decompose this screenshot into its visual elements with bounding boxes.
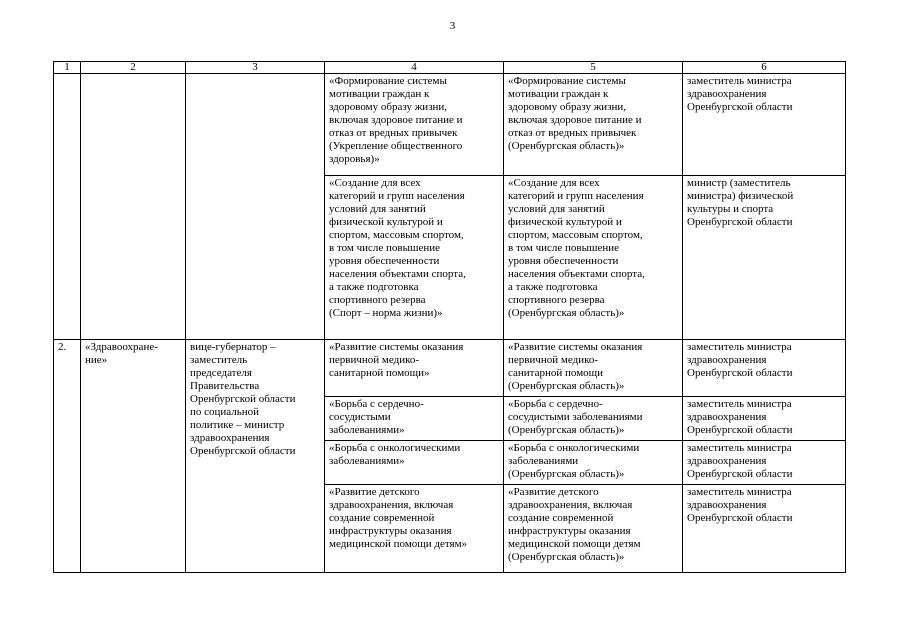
- national-project-cell: [325, 176, 504, 340]
- responsible-cell: [683, 485, 846, 573]
- curator-text: вице-губернатор – заместитель председателя Правительства Оренбургской области по социальной политике – министр здравоохранения Оренбургской области: [190, 341, 296, 457]
- regional-project-cell: [504, 74, 683, 176]
- projects-table: [53, 61, 846, 573]
- national-project-cell: [325, 441, 504, 485]
- national-project-text: «Развитие системы оказания первичной медико- санитарной помощи»: [329, 341, 464, 379]
- regional-project-text: «Создание для всех категорий и групп населения условий для занятий физической культурой и спортом, массовым спортом, в том числе повышение уровня обеспеченности населения объектами спорта, а также подготовка спортивного резерва (Оренбургская область)»: [508, 177, 645, 319]
- national-project-cell: [325, 485, 504, 573]
- page-number: 3: [449, 20, 456, 32]
- column-header-1: 1: [54, 62, 81, 74]
- responsible-text: заместитель министра здравоохранения Оренбургской области: [687, 442, 793, 480]
- national-project-cell: [325, 397, 504, 441]
- project-name: «Здравоохране- ние»: [85, 341, 158, 366]
- responsible-text: заместитель министра здравоохранения Оренбургской области: [687, 486, 793, 524]
- national-project-cell: [325, 340, 504, 397]
- responsible-cell: [683, 176, 846, 340]
- responsible-text: заместитель министра здравоохранения Оренбургской области: [687, 341, 793, 379]
- regional-project-cell: [504, 397, 683, 441]
- regional-project-cell: [504, 441, 683, 485]
- column-header-5: 5: [504, 62, 683, 74]
- section-number: 2.: [58, 341, 67, 353]
- responsible-cell: [683, 340, 846, 397]
- responsible-text: заместитель министра здравоохранения Оренбургской области: [687, 75, 793, 113]
- curator-cell: [186, 340, 325, 573]
- column-header-6: 6: [683, 62, 846, 74]
- column-header-2: 2: [81, 62, 186, 74]
- responsible-text: министр (заместитель министра) физической культуры и спорта Оренбургской области: [687, 177, 794, 228]
- regional-project-cell: [504, 340, 683, 397]
- national-project-text: «Борьба с онкологическими заболеваниями»: [329, 442, 461, 467]
- regional-project-text: «Борьба с онкологическими заболеваниями (Оренбургская область)»: [508, 442, 640, 480]
- table-row: [54, 74, 846, 176]
- responsible-cell: [683, 441, 846, 485]
- number-cell-empty: [54, 74, 81, 340]
- regional-project-text: «Развитие системы оказания первичной медико- санитарной помощи (Оренбургская область)»: [508, 341, 643, 392]
- responsible-cell: [683, 397, 846, 441]
- project-name-cell: [81, 340, 186, 573]
- responsible-cell: [683, 74, 846, 176]
- national-project-text: «Борьба с сердечно- сосудистыми заболеваниями»: [329, 398, 424, 436]
- regional-project-text: «Борьба с сердечно- сосудистыми заболеваниями (Оренбургская область)»: [508, 398, 643, 436]
- column-header-3: 3: [186, 62, 325, 74]
- regional-project-text: «Развитие детского здравоохранения, включая создание современной инфраструктуры оказания медицинской помощи детям (Оренбургская область)»: [508, 486, 641, 563]
- project-cell-empty: [81, 74, 186, 340]
- national-project-cell: [325, 74, 504, 176]
- regional-project-cell: [504, 176, 683, 340]
- responsible-text: заместитель министра здравоохранения Оренбургской области: [687, 398, 793, 436]
- national-project-text: «Создание для всех категорий и групп населения условий для занятий физической культурой и спортом, массовым спортом, в том числе повышение уровня обеспеченности населения объектами спорта, а также подготовка спортивного резерва (Спорт – норма жизни)»: [329, 177, 466, 319]
- table-row: [54, 340, 846, 397]
- regional-project-text: «Формирование системы мотивации граждан к здоровому образу жизни, включая здоровое питание и отказ от вредных привычек (Оренбургская область)»: [508, 75, 642, 152]
- column-header-4: 4: [325, 62, 504, 74]
- curator-cell-empty: [186, 74, 325, 340]
- national-project-text: «Формирование системы мотивации граждан к здоровому образу жизни, включая здоровое питание и отказ от вредных привычек (Укрепление общественного здоровья)»: [329, 75, 463, 165]
- table-header-row: [54, 62, 846, 74]
- section-number-cell: [54, 340, 81, 573]
- regional-project-cell: [504, 485, 683, 573]
- national-project-text: «Развитие детского здравоохранения, включая создание современной инфраструктуры оказания медицинской помощи детям»: [329, 486, 468, 550]
